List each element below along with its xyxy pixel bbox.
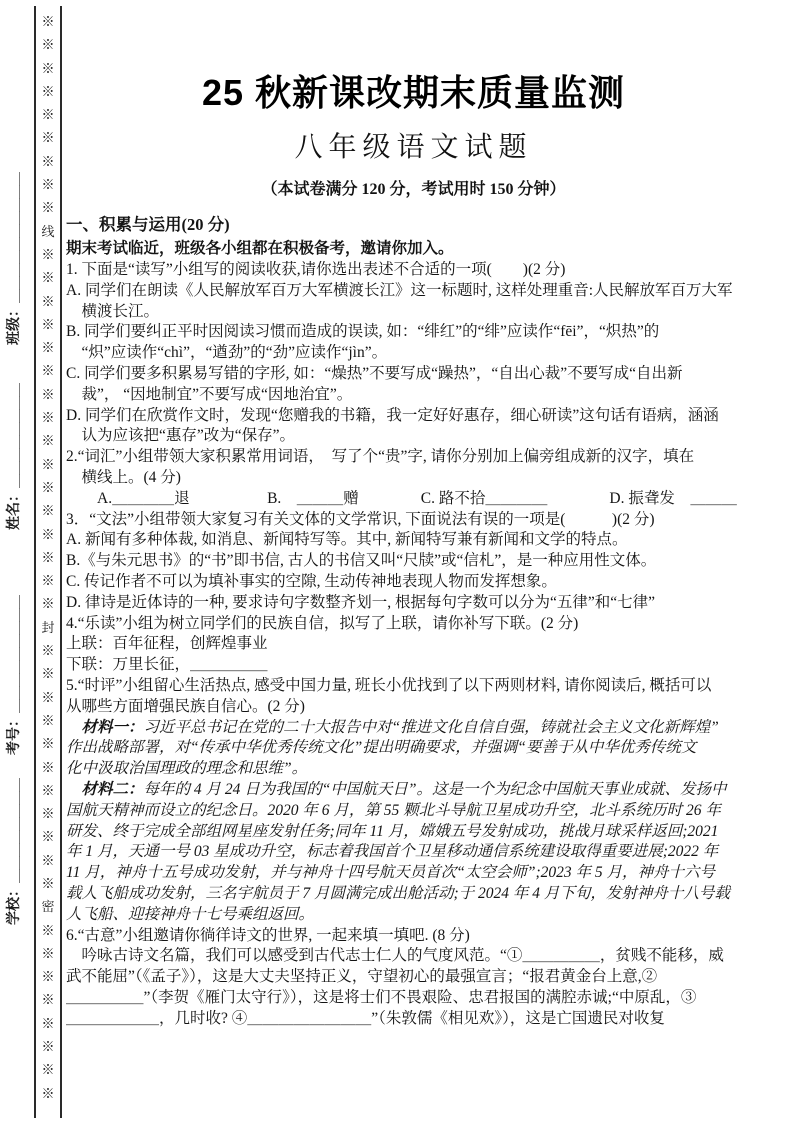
text-line	[66, 572, 790, 593]
text-line	[66, 967, 790, 988]
text-line	[66, 634, 790, 655]
text-line	[66, 676, 790, 697]
paper-meta: （本试卷满分 120 分，考试用时 150 分钟）	[261, 181, 566, 198]
line-text: 2.“词汇”小组带领大家积累常用词语， 写了个“贵”字, 请你分别加上偏旁组成新的汉字，填在	[66, 448, 695, 466]
text-line	[66, 593, 790, 614]
line-text: 吟咏古诗文名篇，我们可以感受到古代志士仁人的气度风范。“①＿＿＿＿＿，贫贱不能移，威	[66, 947, 724, 965]
text-line	[66, 212, 790, 238]
line-text: 横渡长江。	[66, 302, 160, 320]
text-line	[66, 364, 790, 385]
line-text: 下联：万里长征，＿＿＿＿＿	[66, 656, 268, 674]
text-line	[66, 926, 790, 947]
student-number-label: 考号：	[7, 713, 22, 755]
text-line	[66, 238, 790, 260]
text-line	[66, 759, 790, 780]
text-line	[66, 697, 790, 718]
student-school-blank: ＿＿＿＿＿＿＿＿	[7, 779, 22, 883]
student-school-field	[4, 744, 26, 925]
line-text: 4.“乐读”小组为树立同学们的民族自信，拟写了上联，请你补写下联。(2 分)	[66, 614, 579, 632]
line-text: B. 同学们要纠正平时因阅读习惯而造成的误读, 如：“绯红”的“绯”应读作“fēi”，“炽热”的	[66, 323, 660, 341]
text-line	[66, 530, 790, 551]
seal-marks-column: ※※※※※※※※※线※※※※※※※※※※※※※※※※封※※※※※※※※※※※密※※※※※※※※	[41, 14, 55, 1101]
text-line	[66, 447, 790, 468]
line-text: B.《与朱元思书》的“书”即书信, 古人的书信又叫“尺牍”或“信札”，是一种应用性文体。	[66, 552, 657, 570]
text-line	[66, 780, 790, 801]
paper-title: 25 秋新课改期末质量监测	[201, 72, 626, 113]
text-line	[66, 884, 790, 905]
student-name-blank: ＿＿＿＿＿＿＿＿	[7, 384, 22, 488]
line-text: 认为应该把“惠存”改为“保存”。	[66, 427, 296, 445]
line-text: 载人飞船成功发射，三名宇航员于 7 月圆满完成出舱活动;于 2024 年 4 月下旬，发射神舟十八号载	[66, 884, 730, 902]
line-text: D. 律诗是近体诗的一种, 要求诗句字数整齐划一, 根据每句字数可以分为“五律”和“七律”	[66, 593, 655, 611]
line-text: 5.“时评”小组留心生活热点, 感受中国力量, 班长小优找到了以下两则材料, 请你阅读后, 概括可以	[66, 676, 712, 694]
text-line	[66, 489, 790, 510]
text-line	[66, 863, 790, 884]
line-text: 作出战略部署，对“传承中华优秀传统文化”提出明确要求，并强调“要善于从中华优秀传统文	[66, 739, 697, 757]
text-line	[66, 260, 790, 281]
line-text: 6.“古意”小组邀请你徜徉诗文的世界, 一起来填一填吧. (8 分)	[66, 926, 470, 944]
line-text: C. 传记作者不可以为填补事实的空隙, 生动传神地表现人物而发挥想象。	[66, 572, 557, 590]
line-text: 人飞船、迎接神舟十七号乘组返回。	[66, 905, 315, 923]
line-text: 习近平总书记在党的二十大报告中对“推进文化自信自强，铸就社会主义文化新辉煌”	[143, 718, 719, 736]
line-text: 研发、终于完成全部组网星座发射任务;同年 11 月，嫦娥五号发射成功，挑战月球采样返回;2021	[66, 822, 719, 840]
text-line	[66, 510, 790, 531]
line-text: 裁”， “因地制宜”不要写成“因地治宜”。	[66, 385, 353, 403]
line-text: “炽”应读作“chì”，“遒劲”的“劲”应读作“jìn”。	[66, 344, 388, 362]
student-class-label: 班级：	[7, 303, 22, 345]
student-number-blank: ＿＿＿＿＿＿＿＿＿	[7, 596, 22, 713]
line-text: 年 1 月，天通一号 03 星成功升空，标志着我国首个卫星移动通信系统建设取得重要进展;2022 年	[66, 843, 719, 861]
line-text: 3．“文法”小组带领大家复习有关文体的文学常识, 下面说法有误的一项是( )(2 分)	[66, 510, 655, 528]
line-text: 每年的 4 月 24 日为我国的“中国航天日”。这是一个为纪念中国航天事业成就、发扬中	[143, 780, 727, 798]
text-line	[66, 801, 790, 822]
text-line	[66, 1009, 790, 1030]
text-line	[66, 406, 790, 427]
line-text: 1. 下面是“读写”小组写的阅读收获,请你选出表述不合适的一项( )(2 分)	[66, 261, 566, 278]
text-line	[66, 655, 790, 676]
line-text: C. 同学们要多积累易写错的字形, 如：“燥热”不要写成“躁热”，“自出心裁”不要写成“自出新	[66, 364, 683, 382]
line-text: 横线上。(4 分)	[66, 468, 181, 486]
line-text: 国航天精神而设立的纪念日。2020 年 6 月，第 55 颗北斗导航卫星成功升空，北斗系统历时 26 年	[66, 801, 721, 819]
line-text: 期末考试临近，班级各小组都在积极备考，邀请你加入。	[66, 240, 454, 257]
student-name-field	[4, 349, 26, 530]
text-line	[66, 385, 790, 406]
paper-subtitle: 八年级语文试题	[294, 132, 533, 163]
text-line	[66, 551, 790, 572]
line-text: D. 同学们在欣赏作文时，发现“您赠我的书籍，我一定好好惠存，细心研读”这句话有语病，涵涵	[66, 406, 719, 424]
text-line	[66, 468, 790, 489]
text-line	[66, 988, 790, 1009]
text-line	[66, 946, 790, 967]
student-class-field	[4, 139, 26, 345]
line-text: ＿＿＿＿＿＿，几时收? ④＿＿＿＿＿＿＿＿”（朱敦儒《相见欢》），这是亡国遗民对收复	[66, 1009, 665, 1027]
line-text: 一、积累与运用(20 分)	[66, 215, 230, 234]
text-line	[66, 281, 790, 302]
exam-body	[66, 212, 790, 1029]
line-text: A.＿＿＿＿退 B. ＿＿＿赠 C. 路不拾＿＿＿＿ D. 振聋发 ＿＿＿	[66, 489, 737, 507]
text-line	[66, 322, 790, 343]
text-line	[66, 343, 790, 364]
line-text: 化中汲取治国理政的理念和思维”。	[66, 760, 308, 778]
body-lines	[66, 212, 790, 1029]
line-text: 11 月，神舟十五号成功发射，并与神舟十四号航天员首次“太空会师”;2023 年 5 月，神舟十六号	[66, 864, 716, 882]
student-name-label: 姓名：	[7, 488, 22, 530]
line-text: A. 新闻有多种体裁, 如消息、新闻特写等。其中, 新闻特写兼有新闻和文学的特点。	[66, 531, 628, 549]
paper-header	[40, 70, 787, 201]
material-label: 材料二：	[66, 780, 144, 798]
text-line	[66, 822, 790, 843]
line-text: ＿＿＿＿＿”（李贺《雁门太守行》），这是将士们不畏艰险、忠君报国的满腔赤诚;“中原乱，③	[66, 988, 697, 1006]
text-line	[66, 905, 790, 926]
line-text: 上联：百年征程，创辉煌事业	[66, 635, 268, 653]
text-line	[66, 302, 790, 323]
text-line	[66, 738, 790, 759]
line-text: A. 同学们在朗读《人民解放军百万大军横渡长江》这一标题时, 这样处理重音:人民解放军百万大军	[66, 281, 733, 299]
text-line	[66, 718, 790, 739]
student-class-blank: ＿＿＿＿＿＿＿＿＿＿	[7, 173, 22, 303]
student-number-field	[4, 559, 26, 755]
material-label: 材料一：	[66, 718, 144, 736]
student-school-label: 学校：	[7, 883, 22, 925]
text-line	[66, 614, 790, 635]
text-line	[66, 426, 790, 447]
line-text: 从哪些方面增强民族自信心。(2 分)	[66, 697, 305, 715]
line-text: 武不能屈”（《孟子》），这是大丈夫坚持正义，守望初心的最强宣言；“报君黄金台上意,②	[66, 968, 658, 986]
text-line	[66, 842, 790, 863]
